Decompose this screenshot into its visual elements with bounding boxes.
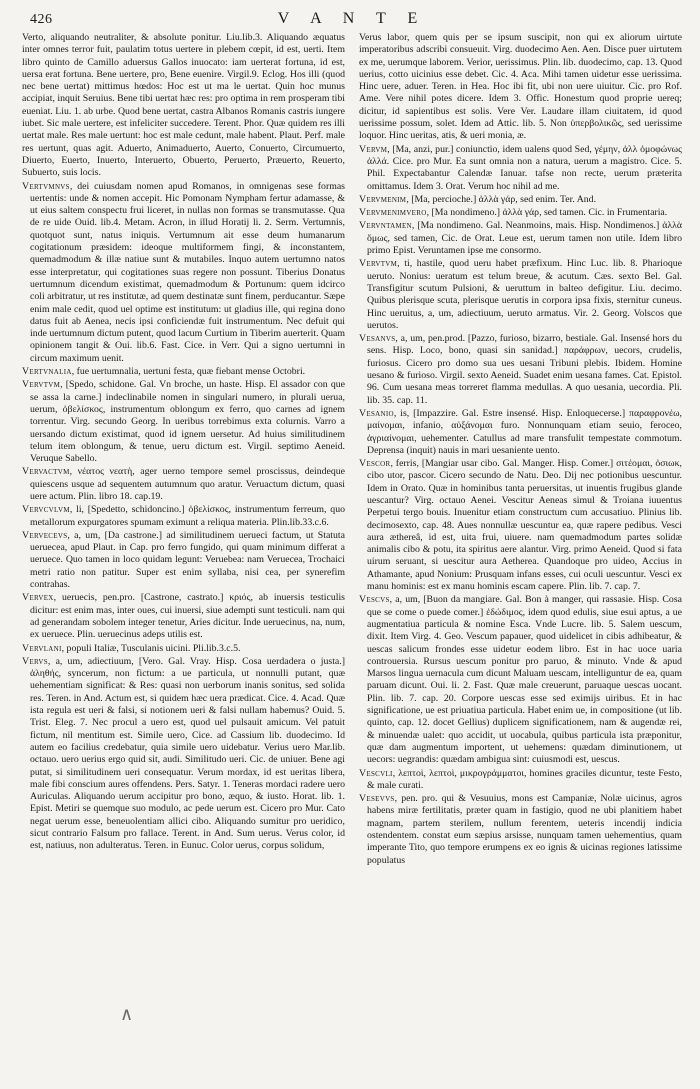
left-column bbox=[22, 32, 345, 1072]
running-head: V A N T E bbox=[277, 10, 427, 27]
entry-headword: Vervntamen bbox=[359, 220, 412, 232]
dictionary-entry bbox=[22, 32, 345, 180]
entry-text: , [Ma, anzi, pur.] coniunctio, idem ualens quod Sed, γέμην, ἀλλ ὁμοφώνως ἀλλά. Cice. pro Mur. Ea sunt omnia non a natura, uerum a magistro. Cice. 5. Phil. Expectabantur Calendæ Ianuar. tafse non recte, uerum præterita omittamus. Idem 3. Orat. Verum hoc nihil ad me. bbox=[367, 143, 682, 192]
entry-text: , populi Italiæ, Tusculanis uicini. Pli.lib.3.c.5. bbox=[61, 642, 241, 654]
page-header bbox=[22, 10, 682, 32]
entry-headword: Vervtvm bbox=[22, 379, 61, 391]
entry-headword: Vervs bbox=[22, 655, 48, 667]
entry-text: , ueruecis, pen.pro. [Castrone, castrato.] κριός, ab inuersis testiculis dicitur: est enim mas, inter oues, cui inuersi, siue adempti sunt testiculi. nam qui ad generandam sobolem integer tenetur, Aries dicitur. Inde ueruecinus, na, num, ex ueruece. Plin. ueruecinus adeps utilis est. bbox=[30, 592, 345, 641]
entry-headword: Vervmenimvero bbox=[359, 207, 427, 219]
dictionary-entry bbox=[22, 530, 345, 591]
entry-text: , a, um, adiectiuum, [Vero. Gal. Vray. Hisp. Cosa uerdadera o justa.] ἀληθής, syncerum, non fictum: a ue particula, ut nonnulli putant, quæ uehementiam significat: & Res: quasi non uerborum inanis sonitus, sed solida res. Teren. in And. Actum est, si quidem hæc uera prædicat. Cice. 4. Acad. Quæ ista regula est ueri & falsi, si notionem ueri & falsi nullam habemus? Ouid. 5. Trist. Eleg. 7. Nec procul a uero est, quod uel pulsauit amicum. Vel patuit fictum, nil mentitum est. Simile uero, Cice. ad Cassium lib. duodecimo. Id autem eo facilius credebatur, quia simile uero uidebatur. Verius uero Mar.lib. octauo. uero uerius ergo quid sit, audi. Similitudo ueri. Cic. de uniuer. Bene agi putat, si similitudinem ueri consequatur. Verum mordax, id est ueritas libera, male fibi conscium aures offendens. Pers. Satyr. 1. Teneras mordaci radere uero Auriculas. Aliquando uerum accipitur pro bono, æquo, & iusto. Horat. lib. 1. Epist. Metiri se quemque suo modulo, ac pede uerum est. Cicero pro Mur. Cato negat uerum esse, beneuolentiam allici cibo. Aliquando sumitur pro ueridico, sicut contrario Falsum pro fallace. Terent. in And. Sum uerus. Verus color, id est, natiuus, non adulteratus. Teren. in Eunuc. Color uerus, corpus solidum, bbox=[30, 655, 345, 852]
dictionary-entry bbox=[22, 656, 345, 853]
dictionary-entry bbox=[22, 504, 345, 529]
entry-text: , pen. pro. qui & Vesuuius, mons est Campaniæ, Nolæ uicinus, agros habens miræ fertilitatis, præter quam in fastigio, quod ne ubi planitiem habet magnam, partem sterilem, nullum ferentem, ueteris incendij indicia ostendentem. constat eum sæpius arsisse, nunquam tamen uehementius, quam imperante Tito, quo tempore erumpens ex eo ignis & uicinas regiones latissime populatus bbox=[367, 793, 682, 866]
dictionary-entry bbox=[22, 643, 345, 655]
entry-text: , li, [Spedetto, schidoncino.] ὀβελίσκος, instrumentum ferreum, quo metallorum expurgatores spumam eximunt a reliqua materia. Plin.lib.33.c.6. bbox=[30, 504, 345, 528]
entry-text: , a, um, [Buon da mangiare. Gal. Bon à manger, qui rassasie. Hisp. Cosa que se come o puede comer.] ἐδώδιμος, idem quod edulis, siue esui aptus, a ue augmentatiua particula & nomine Esca. Vnde Lucre. lib. 5. Salem uescum, dixit. Item Virg. 4. Geo. Vescum papauer, quod uidelicet in cibis adhibeatur, & uescas salicum frondes esse uidetur eodem libro. Est in hac uoce uaria controuersia. Rursus uescum ponitur pro paruo, & minuto. Vnde & apud Marsos lingua uernacula cum dicunt Maluam uescam, intelliguntur de ea, quam paruam dicunt. Oui. li. 2. Fast. Quæ male creuerunt, paruaque uescas uocant. Plin. lib. 7. cap. 20. Corpore uescas esse sed eximijs uiribus. Et in hac significatione, ue est priuatiua particula. Habet enim ue, in compositione (ut lib. quinto, cap. 12. docet Gellius) duplicem significationem, nam & augendæ rei, & minuendæ ualet: quo accidit, ut uocabula, quibus particula ista præponitur, quæ dam augmentum importent, ut uehemens: quædam diminutionem, ut uecors: uegrandis: quædam ambigua sint: cuiusmodi est, uescus. bbox=[367, 594, 682, 766]
dictionary-entry bbox=[22, 592, 345, 641]
entry-text: , dei cuiusdam nomen apud Romanos, in omnigenas sese formas uertentis: unde & nomen accepit. Hic Pomonam Nympham fertur adamasse, & ut eius saltem conspectu frui liceret, in nullas non formas se transmutasse. Qua de re uide Ouid. lib.4. Metam. Acron, in illud Horatij li. 2. Serm. Vertumnis, quotquot sunt, natus iniquis. Vertumnum ait esse deum humanarum cogitationum præsidem: ideoque multiformem fingi, & inconstantem, quemadmodum & illæ natiue sunt & mutabiles. Inquo autem uertumno natos esse interpretatur, qui cogitationes suas regere non possunt. Tiberius Donatus uertumnum dicendum existimat, quemadmodum & Portunum: quem idcirco coli arbitratur, ut res institutæ, ad quem destinatæ sunt finem, perducantur. Sæpe enim male cedit, quod uel optime est institutum: ut gladius ille, qui regina dono datus fuit ab Aenea, necis ipsi conficiendæ fuit instrumentum. Nec defuit qui inde uertumnum dictum putent, quod lacum Curtium in Tiberim auerterit. Quam opinionem tangit & Oui. lib.6. Fast. Cice. in Verr. Qui a signo uertumni in circum maximum uenit. bbox=[30, 180, 345, 364]
entry-text: , [Ma nondimeno.] ἀλλὰ γάρ, sed tamen. Cic. in Frumentaria. bbox=[426, 207, 668, 219]
page-number: 426 bbox=[30, 12, 53, 27]
entry-text: , fue uertumnalia, uertuni festa, quæ fiebant mense Octobri. bbox=[71, 366, 306, 378]
entry-text: , λεπτοὶ, λεπτοὶ, μικρογράμματοι, homines graciles dicuntur, teste Festo, & male curati. bbox=[367, 767, 682, 791]
dictionary-entry bbox=[359, 194, 682, 206]
entry-text: , ferris, [Mangiar usar cibo. Gal. Manger. Hisp. Comer.] σιτέομαι, ὀσιωκ, cibo utor, pascor. Cicero secundo de Natu. Deo. Dij nec potionibus uescuntur. Idem in Orato. Quæ in hominibus tanta peruersitas, ut inuentis frugibus glande uescantur? Virg. octauo Aenei. Vescitur Aeneas simul & Troiana iuuentus Perpetui tergo bouis. Inuenitur etiam constructum cum accusatiuo. Plinius lib. decimosexto, cap. 48. Aues nonnullæ uescuntur ea, quæ rapere pedibus. Vesci aura æthereâ, id est, uita frui, uiuere. nam quemadmodum partes solidæ animalis cibo & potu, ita spiritus aere alantur. Virg. primo Aeneid. Quod si fata uirum seruant, si uescitur aura Aetherea. Quandoque pro uideo, Accius in Athamante, apud Nonium: Prusquam infans esses, cui oculi uescuntur. Vesci ex manu hominis: est ex manu hominis escam capere. Plin. lib. 7. cap. 7. bbox=[367, 458, 682, 593]
entry-headword: Vervlani bbox=[22, 642, 62, 654]
entry-headword: Vescvli bbox=[359, 767, 393, 779]
entry-headword: Vervactvm bbox=[22, 466, 70, 478]
entry-headword: Vervcvlvm bbox=[22, 504, 70, 516]
margin-mark: ∧ bbox=[120, 1004, 134, 1024]
entry-text: , [Ma, percioche.] ἀλλὰ γάρ, sed enim. Ter. And. bbox=[406, 193, 597, 205]
right-column bbox=[359, 32, 682, 1072]
dictionary-entry bbox=[359, 793, 682, 867]
entry-headword: Vesevvs bbox=[359, 793, 395, 805]
entry-text: , is, [Impazzire. Gal. Estre insensé. Hisp. Enloquecerse.] παραφρονέω, μαίνομαι, infanio, αὐξάνομαι furo. Nonnunquam etiam seuio, feroceo, ἀγριαίνομαι, uehementer. Catullus ad mare transfulit tempestate commotum. Deprensa (inquit) nauis in mari uesaniente uento. bbox=[367, 407, 682, 456]
dictionary-entry bbox=[359, 220, 682, 257]
dictionary-entry bbox=[359, 144, 682, 193]
dictionary-entry bbox=[359, 258, 682, 332]
entry-text: , [Spedo, schidone. Gal. Vn broche, un haste. Hisp. El assador con que se assa la carne.] indeclinabile nomen in singulari numero, in plurali uerua, uerum, ὀβελίσκος, instrumentum oblongum ex ferro, quo carnes ad ignem torrentur. Virg. secundo Georg. In ueribus torrebimus exta colurnis. Varro a uersando dictum existimat, quod id ignem uersetur. Ad huius similitudinem telum item oblongum, & tenue, ueru dictum est. Virgil. septimo Aeneid. Veruque Sabello. bbox=[30, 379, 345, 465]
entry-headword: Vervex bbox=[22, 592, 54, 604]
dictionary-entry bbox=[22, 466, 345, 503]
entry-text: , νέατος νεατὴ, ager uerno tempore semel proscissus, deindeque quiescens usque ad sequentem autumnum quo aratur. Veruactum dictum, quasi uere actum. Plin. libro 18. cap.19. bbox=[30, 466, 345, 502]
dictionary-entry bbox=[359, 408, 682, 457]
dictionary-entry bbox=[22, 181, 345, 365]
dictionary-entry bbox=[22, 366, 345, 378]
dictionary-entry bbox=[359, 207, 682, 219]
dictionary-entry bbox=[22, 379, 345, 465]
dictionary-entry bbox=[359, 594, 682, 766]
entry-headword: Vervmenim bbox=[359, 193, 407, 205]
dictionary-entry bbox=[359, 333, 682, 407]
entry-headword: Vervtvm bbox=[359, 258, 398, 270]
text-columns bbox=[22, 32, 682, 1072]
entry-text: , a, um, [Da castrone.] ad similitudinem uerueci factum, ut Statuta ueruecea, apud Plaut. in Cap. pro ferro fungido, qui quam minimum differat a ueruece. Quo tamen in loco quidam legunt: Veruebea: nam Veruecea, Trochaici metri ratio non patitur. Super est enim syllaba, nisi cea, per synerefim contrahas. bbox=[30, 529, 345, 591]
entry-text: Verto, aliquando neutraliter, & absolute ponitur. Liu.lib.3. Aliquando æquatus inter omnes terror fuit, paulatim totus uertere in plebem cœpit, id est, uerti. Item libro quinto de Camillo aduersus Gallos inuocato: iam uerterat fortuna, id est, uersa erat fortuna. Bene uertere, pro, Bene euenire. Virgil.9. Eclog. Hos illi (quod nec bene uertat) mittimus hœdos: Hoc est ut ma le uertat. Quin hoc munus accipiat, inquit Seruius. Bene tibi uertat hæc res: pro optima in rem prosperam tibi eueniat. Liu. 1. ab urbe. Quod bene uertat, castra Albanos Romanis castris iungere iubet. Sic male uertere, est infeliciter succedere. Terent. Phor. Quæ quidem res illi uertat male. Res male uertunt: hoc est male cedunt, male habent. Plaut. Perf. male res uertunt, quas agit. Aduerto, Animaduerto, Auerto, Conuerto, Circumuerto, Diuerto, Euerto, Inuerto, Interuerto, Obuerto, Peruerto, Præuerto, Reuerto, Subuerto, suis locis. bbox=[22, 32, 345, 179]
entry-text: , [Ma nondimeno. Gal. Neanmoins, mais. Hisp. Nondimenos.] ἀλλὰ ὅμως, sed tamen, Cic. de Orat. Leue est, uerum tamen non utile. Idem libro primo Epist. Veruntamen ipse me consormo. bbox=[367, 220, 682, 257]
entry-text: Verus labor, quem quis per se ipsum suscipit, non qui ex aliorum uirtute imperatoribus adscribi consueuit. Virg. duodecimo Aen. Aen. Disce puer uirtutem ex me, uerumque laborem. Verior, uerissimus. Plin. lib. duodecimo, cap. 13. Quod uerius, cotto uicinius esse debet. Cic. 4. Aca. Mihi tamen uidetur esse uerissima. Hinc uere, aduer. Teren. in Hea. Hoc ibi fit, ubi non uere uiuitur. Cic. pro Rof. Ame. Vere nihil potes dicere. Idem 3. Offic. Honestum quod proprie uereq; dicitur, id sapientibus est solis. Vere Ver. Laudare illam ciuitatem, id quod uerissime possum, solet. Idem ad Attic. lib. 5. Non ὑπερβολικῶς, sed uerissime loquor. Hinc ueritas, atis, & ueri monia, æ. bbox=[359, 32, 682, 142]
entry-headword: Vervecevs bbox=[22, 529, 68, 541]
entry-headword: Vertvnalia bbox=[22, 366, 72, 378]
entry-headword: Vertvmnvs bbox=[22, 180, 70, 192]
entry-headword: Vervm bbox=[359, 143, 388, 155]
entry-headword: Vescor bbox=[359, 458, 391, 470]
entry-headword: Vescvs bbox=[359, 594, 390, 606]
dictionary-entry bbox=[359, 32, 682, 143]
entry-text: , ti, hastile, quod ueru habet præfixum. Hinc Luc. lib. 8. Pharioque ueruto. Nonius: ueratum est telum breue, & acutum. Cæs. sexto Bel. Gal. Transfigitur scutum Pulsioni, & ueruttum in balteo defigitur. Liu. decimo. Quibus plerisque scuta, plerisque uerutis in corpora ipsa fixis, sternitur cuneus. Hinc ueruitus, a, um, adiectiuum, ueruto armatus. Vir. 2. Georg. Volscos que uerutos. bbox=[367, 258, 682, 331]
dictionary-entry bbox=[359, 768, 682, 793]
entry-headword: Vesanvs bbox=[359, 333, 396, 345]
entry-text: , a, um, pen.prod. [Pazzo, furioso, bizarro, bestiale. Gal. Insensé hors du sens. Hisp. Loco, bono, quasi sin sanidad.] παράφρων, uecors, crudelis, furiosus. Cicero pro domo sua ues uesani Tribuni plebis. Ibidem. Homine uesano & furioso. Virgil. sexto Aeneid. Suadet enim uesana fames. Cat. Epistol. 96. Cum uesana meas torreret flamma medullas. A quo uesania, uecordia. Pli. lib. 35. cap. 11. bbox=[367, 333, 682, 406]
entry-headword: Vesanio bbox=[359, 407, 394, 419]
dictionary-entry bbox=[359, 458, 682, 593]
